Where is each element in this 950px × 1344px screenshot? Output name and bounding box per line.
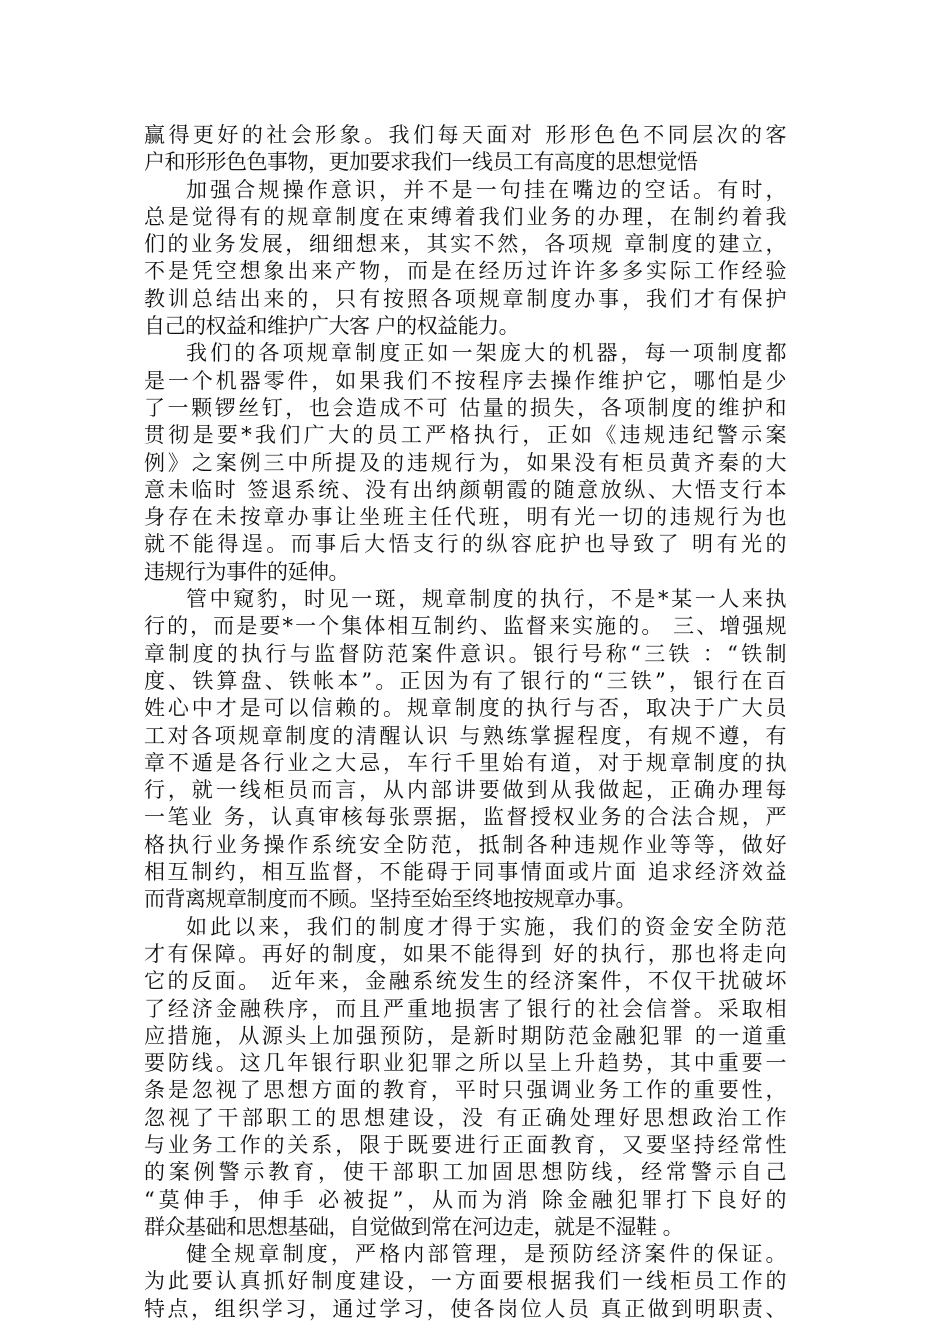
text-line: 加强合规操作意识，并不是一句挂在嘴边的空话。有时， xyxy=(186,177,786,202)
text-line: 应措施，从源头上加强预防，是新时期防范金融犯罪 的一道重 xyxy=(144,1023,786,1048)
text-line: 了一颗锣丝钉，也会造成不可 估量的损失，各项制度的维护和 xyxy=(144,395,786,420)
text-line: 我们的各项规章制度正如一架庞大的机器，每一项制度都 xyxy=(186,341,786,366)
text-line: 姓心中才是可以信赖的。规章制度的执行与否，取决于广大员 xyxy=(144,696,786,721)
text-line: 是一个机器零件，如果我们不按程序去操作维护它，哪怕是少 xyxy=(144,368,786,393)
text-line: 章制度的执行与监督防范案件意识。银行号称“三铁 ：“铁制 xyxy=(144,641,786,666)
text-line: 章不遁是各行业之大忌，车行千里始有道，对于规章制度的执 xyxy=(144,750,786,775)
text-line: 就不能得逞。而事后大悟支行的纵容庇护也导致了 明有光的 xyxy=(144,532,786,557)
text-line: 群众基础和思想基础，自觉做到常在河边走，就是不湿鞋 。 xyxy=(144,1214,684,1239)
text-line: 例》之案例三中所提及的违规行为，如果没有柜员黄齐秦的大 xyxy=(144,450,786,475)
text-line: 们的业务发展，细细想来，其实不然，各项规 章制度的建立， xyxy=(144,232,786,257)
text-line: 行的，而是要*一个集体相互制约、监督来实施的。 三、增强规 xyxy=(144,614,786,639)
text-line: 度、铁算盘、铁帐本”。正因为有了银行的“三铁”，银行在百 xyxy=(144,668,786,693)
text-line: 的案例警示教育，使干部职工加固思想防线，经常警示自己 xyxy=(144,1160,786,1185)
text-line: 条是忽视了思想方面的教育，平时只强调业务工作的重要性， xyxy=(144,1078,786,1103)
text-line: 自己的权益和维护广大客 户的权益能力。 xyxy=(144,314,520,339)
text-line: 行，就一线柜员而言，从内部讲要做到从我做起，正确办理每 xyxy=(144,778,786,803)
text-line: “莫伸手，伸手 必被捉”，从而为消 除金融犯罪打下良好的 xyxy=(144,1187,786,1212)
paragraph xyxy=(144,122,786,177)
text-line: 贯彻是要*我们广大的员工严格执行，正如《违规违纪警示案 xyxy=(144,423,786,448)
text-line: 赢得更好的社会形象。我们每天面对 形形色色不同层次的客 xyxy=(144,123,786,147)
text-line: 了经济金融秩序，而且严重地损害了银行的社会信誉。采取相 xyxy=(144,996,786,1021)
text-line: 而背离规章制度而不顾。坚持至始至终地按规章办事。 xyxy=(144,887,636,912)
text-line: 忽视了干部职工的思想建设，没 有正确处理好思想政治工作 xyxy=(144,1105,786,1130)
text-line: 要防线。这几年银行职业犯罪之所以呈上升趋势，其中重要一 xyxy=(144,1051,786,1076)
text-line: 违规行为事件的延伸。 xyxy=(144,559,349,584)
text-line: 特点，组织学习，通过学习，使各岗位人员 真正做到明职责、 xyxy=(144,1296,786,1321)
paragraph xyxy=(144,586,786,914)
paragraph xyxy=(144,177,786,341)
text-line: 总是觉得有的规章制度在束缚着我们业务的办理，在制约着我 xyxy=(144,204,786,229)
text-line: 一笔业 务，认真审核每张票据，监督授权业务的合法合规，严 xyxy=(144,805,786,830)
text-line: 为此要认真抓好制度建设，一方面要根据我们一线柜员工作的 xyxy=(144,1269,786,1294)
text-line: 才有保障。再好的制度，如果不能得到 好的执行，那也将走向 xyxy=(144,941,786,966)
paragraph xyxy=(144,1241,786,1323)
text-line: 身存在未按章办事让坐班主任代班，明有光一切的违规行为也 xyxy=(144,505,786,530)
text-line: 如此以来，我们的制度才得于实施，我们的资金安全防范 xyxy=(186,914,786,939)
text-line: 户和形形色色事物，更加要求我们一线员工有高度的思想觉悟 xyxy=(144,150,698,175)
text-line: 与业务工作的关系，限于既要进行正面教育，又要坚持经常性 xyxy=(144,1132,786,1157)
text-line: 相互制约，相互监督，不能碍于同事情面或片面 追求经济效益 xyxy=(144,860,786,885)
paragraph xyxy=(144,914,786,1242)
text-line: 管中窥豹，时见一斑，规章制度的执行，不是*某一人来执 xyxy=(186,587,786,612)
text-line: 工对各项规章制度的清醒认识 与熟练掌握程度，有规不遵，有 xyxy=(144,723,786,748)
document-body xyxy=(144,122,786,1323)
text-line: 健全规章制度，严格内部管理，是预防经济案件的保证。 xyxy=(186,1242,786,1267)
text-line: 不是凭空想象出来产物，而是在经历过许许多多实际工作经验 xyxy=(144,259,786,284)
text-line: 教训总结出来的，只有按照各项规章制度办事，我们才有保护 xyxy=(144,286,786,311)
text-line: 它的反面。 近年来，金融系统发生的经济案件，不仅干扰破坏 xyxy=(144,969,786,994)
text-line: 意未临时 签退系统、没有出纳颜朝霞的随意放纵、大悟支行本 xyxy=(144,477,786,502)
paragraph xyxy=(144,340,786,586)
text-line: 格执行业务操作系统安全防范，抵制各种违规作业等等，做好 xyxy=(144,832,786,857)
